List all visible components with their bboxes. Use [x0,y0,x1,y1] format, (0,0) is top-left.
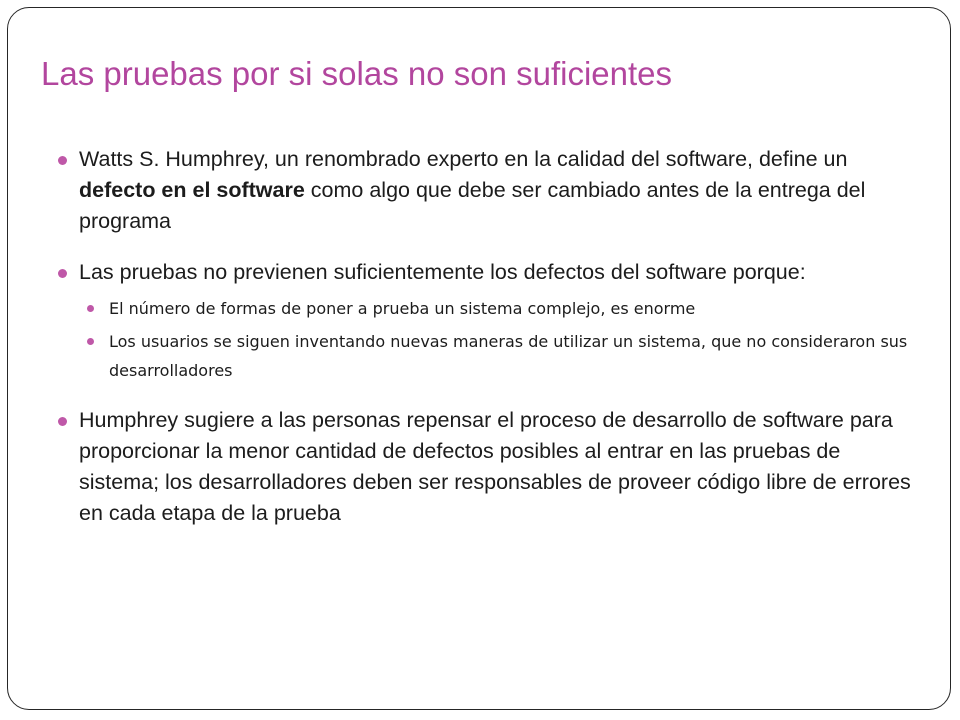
bullet-item-tests-insufficient [58,257,918,385]
bullet-list [58,144,918,529]
sub-bullet-item [79,294,918,323]
bullet-dot-icon [58,269,67,278]
sub-bullet-dot-icon [87,305,94,312]
bullet-dot-icon [58,156,67,165]
bullet-text: Las pruebas no previenen suficientemente los defectos del software porque: [79,260,806,284]
bullet-text-bold: defecto en el software [79,178,305,202]
slide-title: Las pruebas por si solas no son suficientes [41,55,673,92]
sub-bullet-text: El número de formas de poner a prueba un sistema complejo, es enorme [109,299,696,318]
sub-bullet-text: Los usuarios se siguen inventando nuevas maneras de utilizar un sistema, que no consideraron sus desarrolladores [109,332,908,380]
slide-frame [7,7,951,710]
bullet-text: como algo que debe ser cambiado antes de la entrega del programa [79,178,866,233]
bullet-text: Humphrey sugiere a las personas repensar el proceso de desarrollo de software para proporcionar la menor cantidad de defectos posibles al entrar en las pruebas de sistema; los desarrolladores deben ser responsables de proveer código libre de errores en cada etapa de la prueba [79,408,911,525]
slide-content [58,144,918,529]
sub-bullet-list [79,294,918,385]
sub-bullet-dot-icon [87,338,94,345]
bullet-item-humphrey-suggestion [58,405,918,529]
bullet-dot-icon [58,417,67,426]
sub-bullet-item [79,327,918,385]
bullet-item-defect-definition [58,144,918,237]
bullet-text: Watts S. Humphrey, un renombrado experto en la calidad del software, define un [79,147,848,171]
